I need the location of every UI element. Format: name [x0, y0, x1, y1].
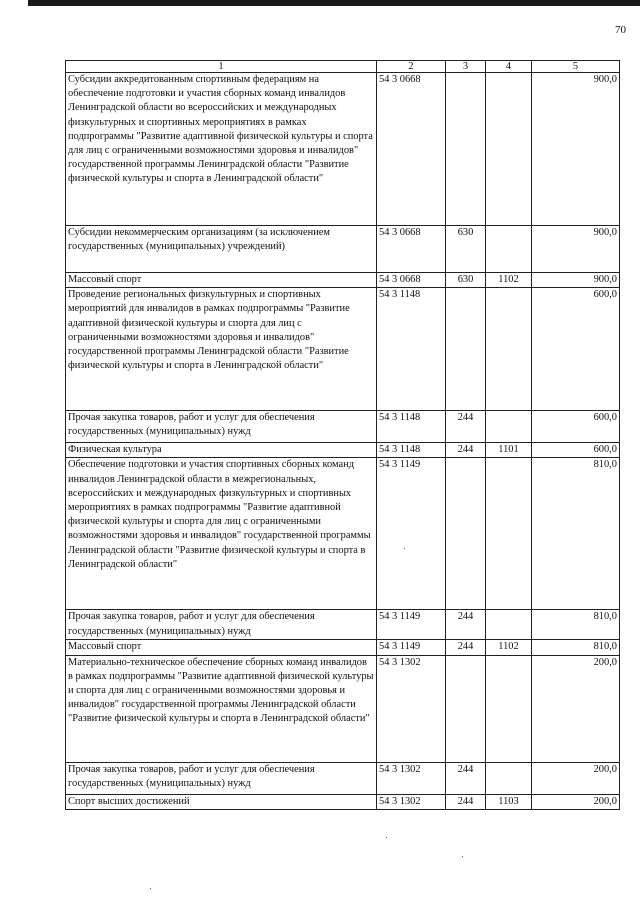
row-type	[446, 458, 486, 610]
budget-table	[65, 60, 620, 810]
scan-speck	[386, 837, 387, 838]
row-type: 630	[446, 273, 486, 288]
row-section	[486, 610, 532, 640]
row-section: 1103	[486, 794, 532, 809]
table-row	[66, 610, 620, 640]
row-amount: 600,0	[532, 443, 620, 458]
scan-speck	[150, 888, 151, 889]
scan-speck	[462, 856, 463, 857]
table-row	[66, 273, 620, 288]
column-header-2: 2	[377, 61, 446, 73]
row-section: 1102	[486, 273, 532, 288]
row-code: 54 3 1302	[377, 762, 446, 794]
row-section	[486, 762, 532, 794]
row-section: 1102	[486, 640, 532, 655]
row-section: 1101	[486, 443, 532, 458]
row-amount: 600,0	[532, 411, 620, 443]
row-section	[486, 655, 532, 762]
row-name: Субсидии некоммерческим организациям (за исключением государственных (муниципальных) учреждений)	[66, 226, 377, 273]
row-amount: 900,0	[532, 73, 620, 226]
row-name: Массовый спорт	[66, 273, 377, 288]
row-code: 54 3 0668	[377, 73, 446, 226]
table-row	[66, 762, 620, 794]
row-amount: 810,0	[532, 640, 620, 655]
row-name: Спорт высших достижений	[66, 794, 377, 809]
row-type: 244	[446, 762, 486, 794]
column-header-3: 3	[446, 61, 486, 73]
table-row	[66, 794, 620, 809]
row-type	[446, 655, 486, 762]
column-header-1: 1	[66, 61, 377, 73]
row-code: 54 3 0668	[377, 273, 446, 288]
row-code: 54 3 1149	[377, 640, 446, 655]
row-code: 54 3 1302	[377, 794, 446, 809]
row-code: 54 3 1148	[377, 411, 446, 443]
row-type	[446, 73, 486, 226]
table-row	[66, 226, 620, 273]
table-row	[66, 655, 620, 762]
row-amount: 810,0	[532, 610, 620, 640]
row-section	[486, 458, 532, 610]
row-name: Материально-техническое обеспечение сборных команд инвалидов в рамках подпрограммы "Развитие адаптивной физической культуры и спорта для лиц с ограниченными возможностями здоровья и инвалидов" государственной программы Ленинградской области "Развитие физической культуры и спорта в Ленинградской области"	[66, 655, 377, 762]
row-section	[486, 411, 532, 443]
row-code: 54 3 1149	[377, 610, 446, 640]
column-header-5: 5	[532, 61, 620, 73]
row-name: Массовый спорт	[66, 640, 377, 655]
row-amount: 810,0	[532, 458, 620, 610]
scan-edge-bar	[28, 0, 640, 6]
table-row	[66, 73, 620, 226]
row-code: 54 3 1148	[377, 288, 446, 411]
row-type: 244	[446, 610, 486, 640]
row-amount: 200,0	[532, 655, 620, 762]
page-number: 70	[615, 24, 626, 36]
row-name: Прочая закупка товаров, работ и услуг для обеспечения государственных (муниципальных) нужд	[66, 610, 377, 640]
row-name: Субсидии аккредитованным спортивным федерациям на обеспечение подготовки и участия сборных команд инвалидов Ленинградской области во всероссийских и международных физкультурных и спортивных мероприятиях в рамках подпрограммы "Развитие адаптивной физической культуры и спорта для лиц с ограниченными возможностями здоровья и инвалидов" государственной программы Ленинградской области "Развитие физической культуры и спорта в Ленинградской области"	[66, 73, 377, 226]
row-code: 54 3 1302	[377, 655, 446, 762]
row-name: Физическая культура	[66, 443, 377, 458]
table-row	[66, 640, 620, 655]
table-row	[66, 458, 620, 610]
row-section	[486, 226, 532, 273]
row-type	[446, 288, 486, 411]
row-type: 244	[446, 794, 486, 809]
row-type: 244	[446, 640, 486, 655]
table-row	[66, 443, 620, 458]
row-type: 244	[446, 443, 486, 458]
row-amount: 900,0	[532, 226, 620, 273]
row-name: Обеспечение подготовки и участия спортивных сборных команд инвалидов Ленинградской области в межрегиональных, всероссийских и международных физкультурных и спортивных мероприятиях в рамках подпрограммы "Развитие адаптивной физической культуры и спорта для лиц с ограниченными возможностями здоровья и инвалидов" государственной программы Ленинградской области "Развитие физической культуры и спорта в Ленинградской области"	[66, 458, 377, 610]
row-type: 630	[446, 226, 486, 273]
row-code: 54 3 0668	[377, 226, 446, 273]
row-name: Прочая закупка товаров, работ и услуг для обеспечения государственных (муниципальных) нужд	[66, 411, 377, 443]
row-amount: 200,0	[532, 794, 620, 809]
row-amount: 200,0	[532, 762, 620, 794]
row-code: 54 3 1149	[377, 458, 446, 610]
row-amount: 600,0	[532, 288, 620, 411]
row-code: 54 3 1148	[377, 443, 446, 458]
scan-speck	[404, 548, 405, 549]
row-section	[486, 73, 532, 226]
table-row	[66, 411, 620, 443]
row-section	[486, 288, 532, 411]
row-amount: 900,0	[532, 273, 620, 288]
row-name: Проведение региональных физкультурных и спортивных мероприятий для инвалидов в рамках подпрограммы "Развитие адаптивной физической культуры и спорта для лиц с ограниченными возможностями здоровья и инвалидов" государственной программы Ленинградской области "Развитие физической культуры и спорта в Ленинградской области"	[66, 288, 377, 411]
row-type: 244	[446, 411, 486, 443]
row-name: Прочая закупка товаров, работ и услуг для обеспечения государственных (муниципальных) нужд	[66, 762, 377, 794]
column-number-row	[66, 61, 620, 73]
column-header-4: 4	[486, 61, 532, 73]
table-row	[66, 288, 620, 411]
